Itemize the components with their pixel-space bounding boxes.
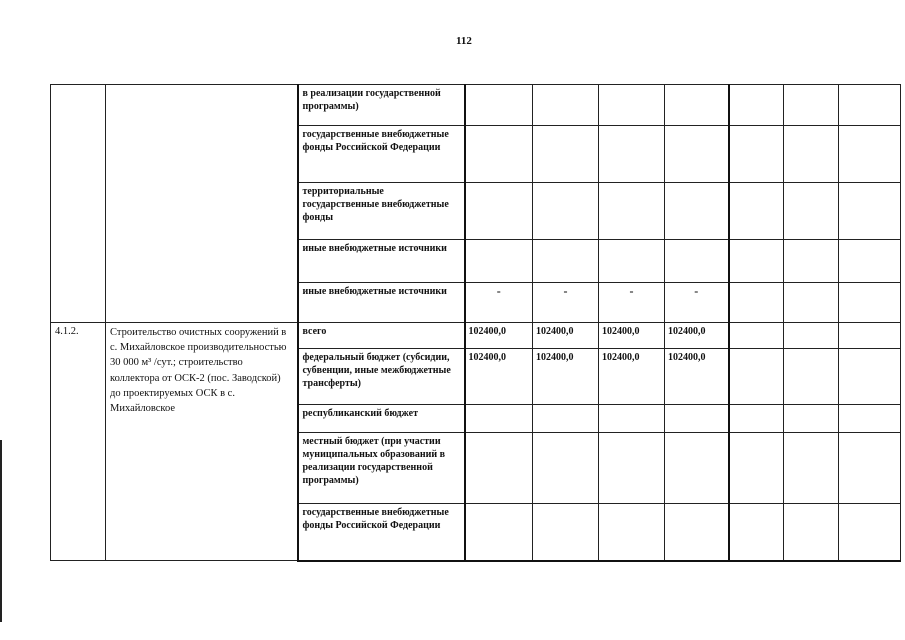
funding-source: федеральный бюджет (субсидии, субвенции, иные межбюджетные трансферты) xyxy=(298,349,465,405)
empty-cell xyxy=(729,85,784,126)
value-cell xyxy=(599,126,665,183)
empty-name-cell xyxy=(106,85,298,323)
empty-cell xyxy=(839,349,901,405)
empty-cell xyxy=(839,126,901,183)
value-cell xyxy=(465,504,533,561)
empty-cell xyxy=(839,323,901,349)
value-cell xyxy=(665,85,729,126)
scan-edge-mark xyxy=(0,440,2,622)
funding-source: иные внебюджетные источники xyxy=(298,240,465,283)
value-cell xyxy=(533,85,599,126)
value-cell xyxy=(665,126,729,183)
value-cell: - xyxy=(665,283,729,323)
empty-cell xyxy=(839,405,901,433)
project-code: 4.1.2. xyxy=(51,323,106,561)
value-cell xyxy=(465,85,533,126)
value-cell xyxy=(599,405,665,433)
empty-cell xyxy=(729,323,784,349)
empty-cell xyxy=(784,240,839,283)
funding-source: всего xyxy=(298,323,465,349)
value-cell xyxy=(533,126,599,183)
value-cell xyxy=(533,405,599,433)
empty-cell xyxy=(839,240,901,283)
empty-cell xyxy=(839,183,901,240)
funding-source: местный бюджет (при участии муниципальных образований в реализации государственной программы) xyxy=(298,433,465,504)
value-cell xyxy=(533,433,599,504)
empty-cell xyxy=(839,85,901,126)
empty-cell xyxy=(839,433,901,504)
value-cell xyxy=(665,433,729,504)
value-cell: - xyxy=(599,283,665,323)
empty-cell xyxy=(729,349,784,405)
value-cell xyxy=(465,433,533,504)
value-cell: 102400,0 xyxy=(665,323,729,349)
value-cell xyxy=(599,183,665,240)
empty-cell xyxy=(729,504,784,561)
funding-source: республиканский бюджет xyxy=(298,405,465,433)
funding-source: иные внебюджетные источники xyxy=(298,283,465,323)
value-cell xyxy=(533,240,599,283)
value-cell xyxy=(465,240,533,283)
table-row xyxy=(51,85,901,126)
value-cell: 102400,0 xyxy=(465,349,533,405)
value-cell: 102400,0 xyxy=(533,349,599,405)
value-cell xyxy=(465,183,533,240)
value-cell xyxy=(665,405,729,433)
empty-code-cell xyxy=(51,85,106,323)
empty-cell xyxy=(784,433,839,504)
page-number: 112 xyxy=(456,35,472,47)
empty-cell xyxy=(729,183,784,240)
value-cell: - xyxy=(465,283,533,323)
value-cell xyxy=(665,240,729,283)
value-cell: 102400,0 xyxy=(533,323,599,349)
empty-cell xyxy=(784,405,839,433)
value-cell xyxy=(599,504,665,561)
value-cell xyxy=(599,240,665,283)
value-cell xyxy=(599,433,665,504)
empty-cell xyxy=(839,283,901,323)
value-cell: 102400,0 xyxy=(599,323,665,349)
table-row xyxy=(51,323,901,349)
empty-cell xyxy=(784,126,839,183)
empty-cell xyxy=(784,283,839,323)
funding-source: территориальные государственные внебюджетные фонды xyxy=(298,183,465,240)
empty-cell xyxy=(839,504,901,561)
value-cell: 102400,0 xyxy=(599,349,665,405)
value-cell: - xyxy=(533,283,599,323)
funding-source: государственные внебюджетные фонды Российской Федерации xyxy=(298,504,465,561)
empty-cell xyxy=(784,323,839,349)
value-cell xyxy=(533,183,599,240)
value-cell: 102400,0 xyxy=(665,349,729,405)
funding-source: в реализации государственной программы) xyxy=(298,85,465,126)
empty-cell xyxy=(729,433,784,504)
value-cell xyxy=(599,85,665,126)
empty-cell xyxy=(784,85,839,126)
budget-table xyxy=(50,84,901,562)
empty-cell xyxy=(729,405,784,433)
value-cell xyxy=(665,183,729,240)
project-name: Строительство очистных сооружений в с. Михайловское производительностью 30 000 м³ /сут.; строительство коллектора от ОСК-2 (пос. Заводской) до проектируемых ОСК в с. Михайловское xyxy=(106,323,298,561)
empty-cell xyxy=(729,240,784,283)
value-cell xyxy=(465,405,533,433)
value-cell: 102400,0 xyxy=(465,323,533,349)
value-cell xyxy=(465,126,533,183)
value-cell xyxy=(533,504,599,561)
empty-cell xyxy=(784,183,839,240)
empty-cell xyxy=(784,349,839,405)
empty-cell xyxy=(729,283,784,323)
funding-source: государственные внебюджетные фонды Российской Федерации xyxy=(298,126,465,183)
value-cell xyxy=(665,504,729,561)
empty-cell xyxy=(729,126,784,183)
empty-cell xyxy=(784,504,839,561)
